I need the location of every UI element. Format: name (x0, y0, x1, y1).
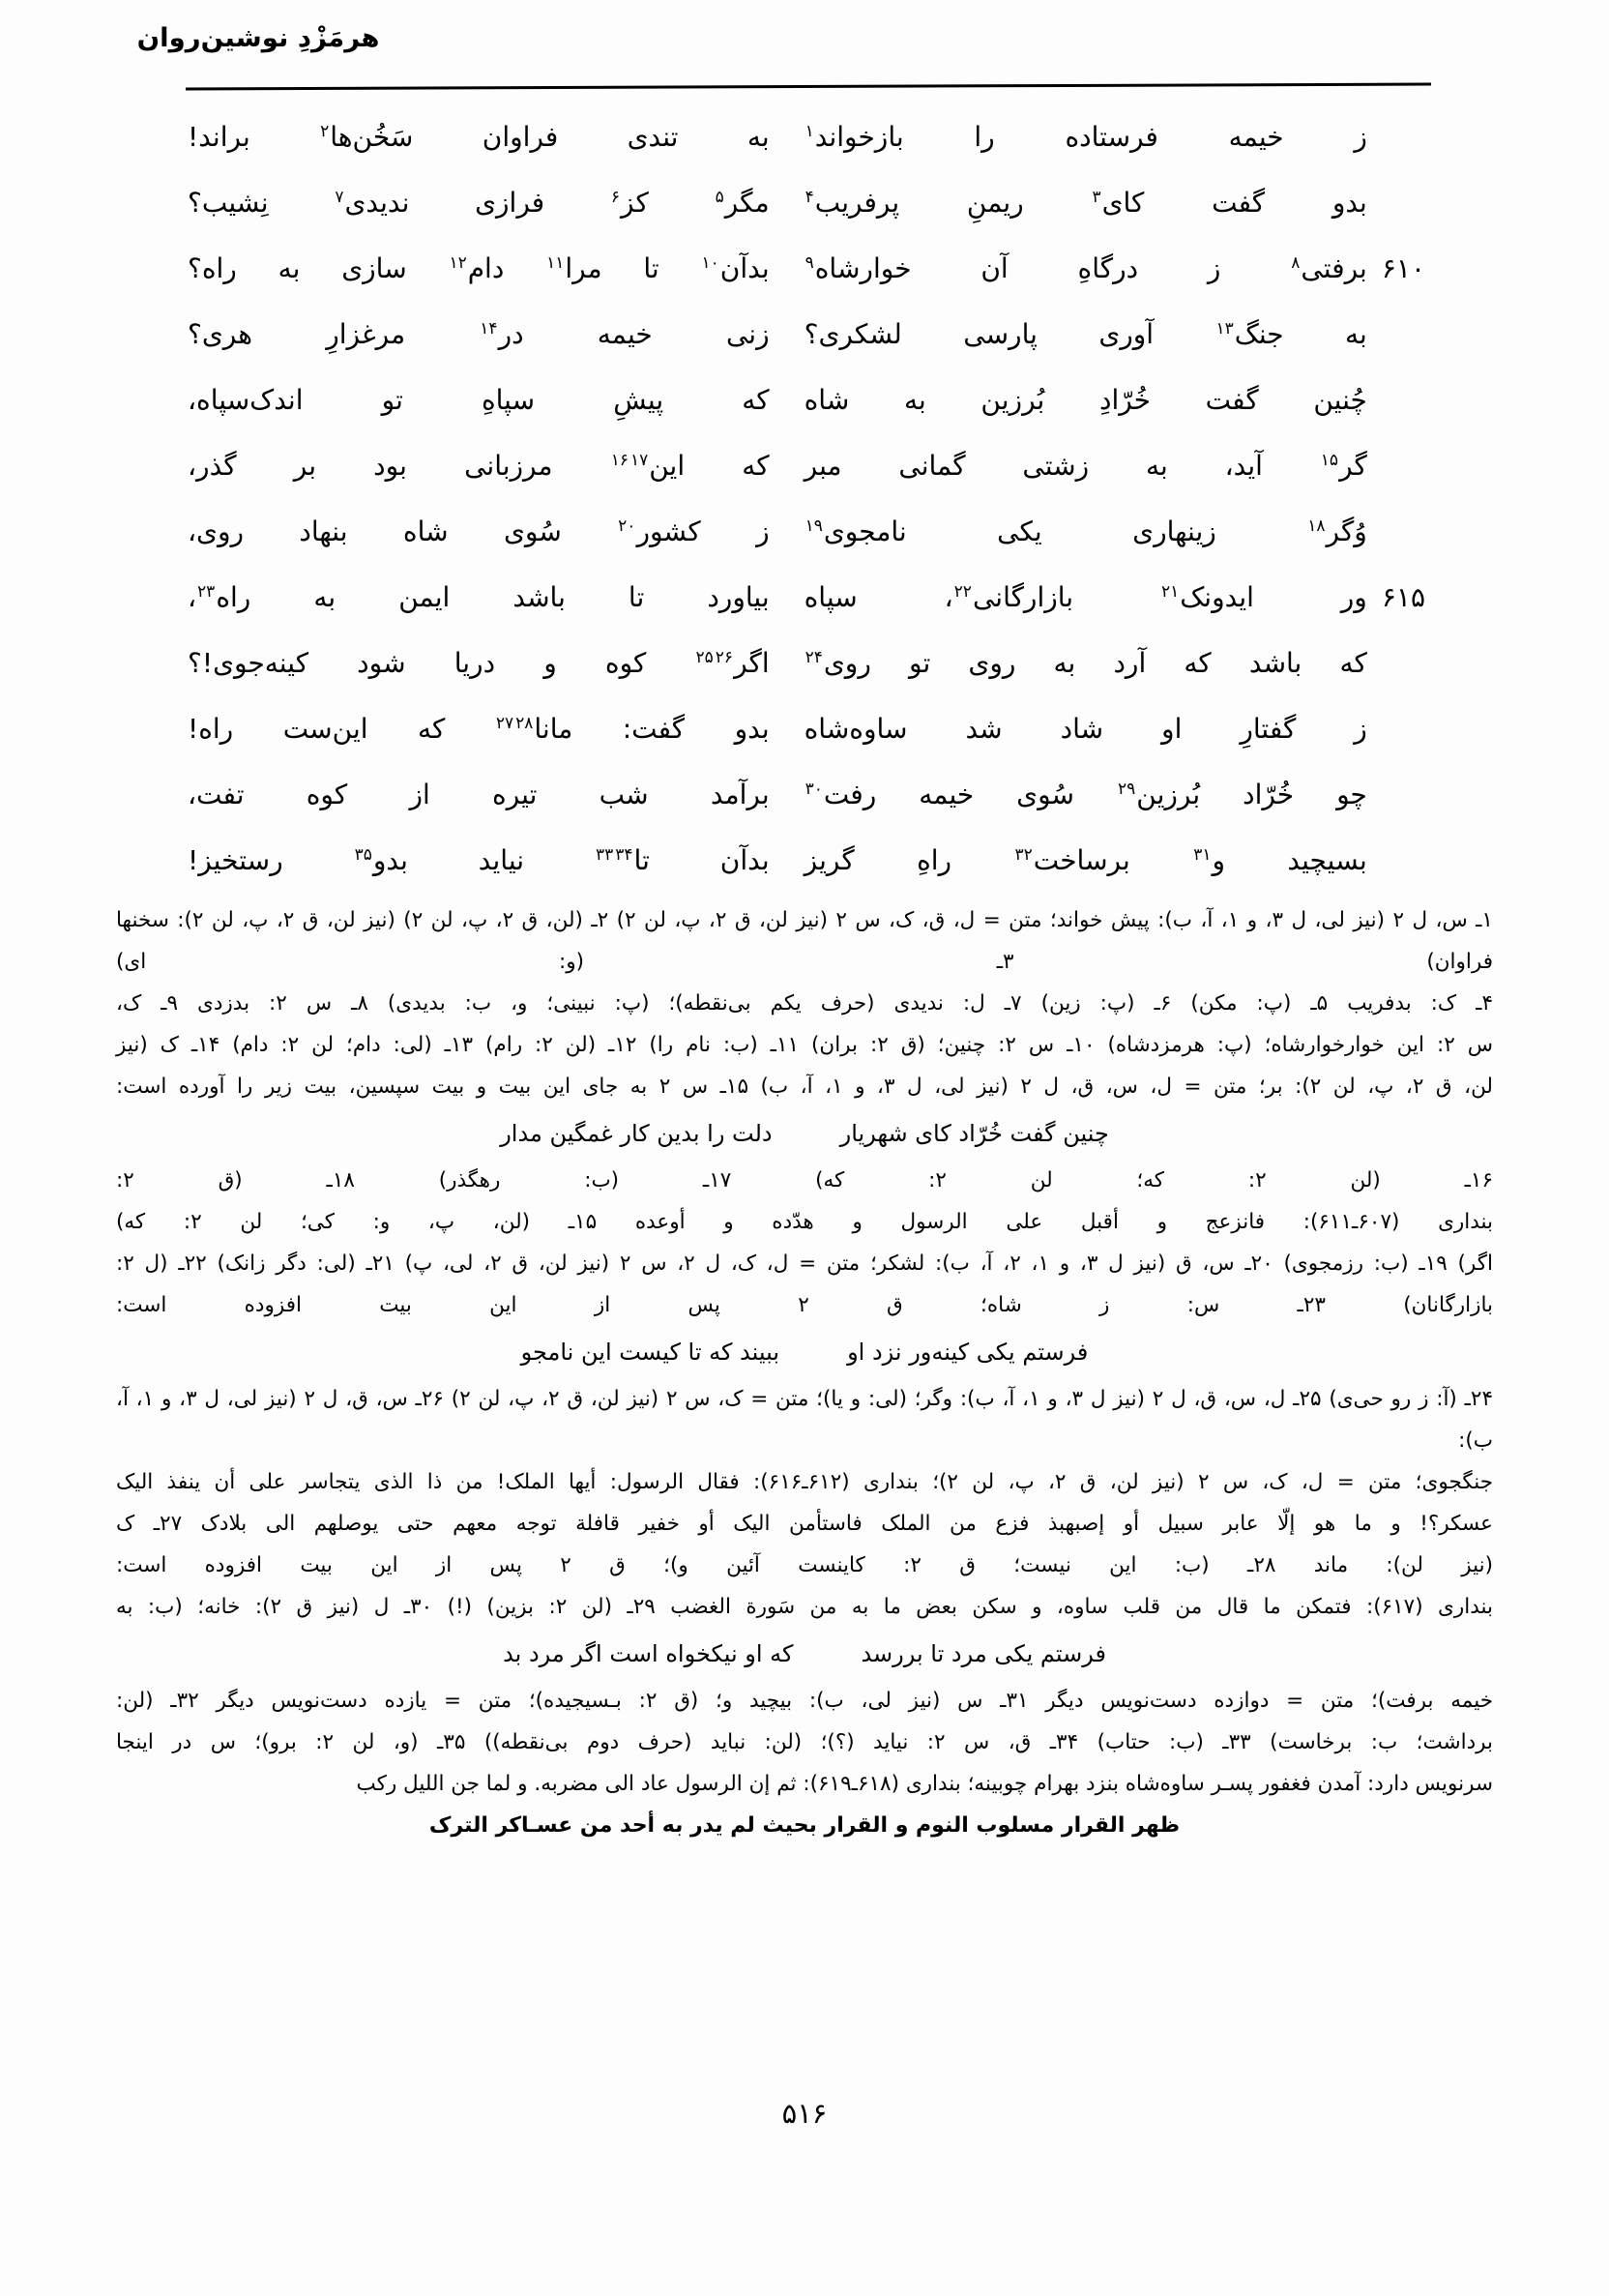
quoted-couplet (116, 1107, 1493, 1160)
verse-note-marker: ۲۶ (715, 647, 734, 667)
apparatus-line: ۱ـ س، ل ۲ (نیز لی، ل ۳، و ۱، آ، ب): پیش خواند؛ متن = ل، ق، ک، س ۲ (نیز لن، ق ۲، پ، لن ۲) ۲ـ (لن، ق ۲، پ، لن ۲) (نیز لن، ق ۲، پ، لن ۲): سخنها فراوان) ۳ـ (و: ای) (116, 908, 1494, 974)
hemistich-second-text (188, 634, 770, 692)
hemistich-first (789, 240, 1367, 298)
apparatus-line: ۱۶ـ (لن ۲: که؛ لن ۲: که) ۱۷ـ (ب: رهگذر) ۱۸ـ (ق ۲: (116, 1168, 1493, 1192)
hemistich-text: سُوی شاه بنهاد روی، (188, 515, 618, 547)
hemistich-text: بدآن تا (633, 844, 770, 876)
verse-line (188, 700, 1425, 766)
hemistich-second (188, 437, 789, 495)
hemistich-first (789, 766, 1367, 824)
hemistich-text: نِشیب؟ (188, 187, 335, 219)
quoted-hemistich-second: دلت را بدین کار غمگین مدار (500, 1120, 773, 1147)
hemistich-text: ، (188, 450, 197, 482)
hemistich-text: بدو (372, 844, 479, 876)
hemistich-text: سُوی خیمه رفت (823, 779, 1117, 810)
hemistich-text: ز درگاهِ آن خوارشاه (814, 252, 1291, 284)
verse-note-marker: ۱۹ (804, 515, 823, 536)
page-number: ۵۱۶ (781, 2097, 828, 2130)
apparatus-line: اگر) ۱۹ـ (ب: رزمجوی) ۲۰ـ س، ق (نیز ل ۳، و ۱، ۲، آ، ب): لشکر؛ متن = ل، ک، ل ۲، س ۲ (نیز لن، ق ۲، لی، پ) ۲۱ـ (لی: دگر زانک) ۲۲ـ (ل ۲: (116, 1251, 1494, 1276)
hemistich-text: راه! (188, 713, 283, 745)
verse-note-marker: ۱۰ (701, 252, 719, 273)
verse-note-marker: ۶ (610, 187, 621, 207)
hemistich-text: آید، به زشتی گمانی مبر (804, 450, 1320, 482)
apparatus-line: برداشت؛ ب: برخاست) ۳۳ـ (ب: حتاب) ۳۴ـ ق، س ۲: نیاید (؟)؛ (لن: نباید (حرف دوم بی‌نقطه)) ۳۵ـ (و، لن ۲: برو)؛ س در اینجا (116, 1730, 1494, 1754)
hemistich-second (188, 766, 789, 824)
verse-note-marker: ۱۷ (629, 450, 649, 470)
hemistich-first-text (804, 503, 1367, 561)
hemistich-text: به جنگ (1234, 318, 1367, 350)
verse-line (188, 240, 1425, 306)
hemistich-text: ریمنِ پرفریب (814, 187, 1092, 219)
verse-note-marker: ۳۰ (804, 779, 823, 799)
hemistich-second (188, 240, 789, 298)
verse-number: ۶۱۵ (1381, 581, 1425, 613)
apparatus-line: جنگجوی؛ متن = ل، ک، س ۲ (نیز لن، ق ۲، پ، لن ۲)؛ بنداری (۶۱۲ـ۶۱۶): فقال الرسول: أیها الملک! من ذا الذی یتجاسر علی أن ینفذ الیک (116, 1470, 1493, 1494)
verse-note-marker: ۲۴ (804, 647, 823, 667)
apparatus-line: عسکر؟! و ما هو إلّا عابر سبیل أو إصبهبذ فزع من الملک فاستأمن الیک أو خفیر قافلة توجه معهم حتی یوصلهم الی بلادک ۲۷ـ ک (116, 1512, 1493, 1536)
verse-note-marker: ۱۳ (1215, 318, 1234, 339)
hemistich-text: سازی به راه؟ (188, 252, 449, 284)
hemistich-text: برساخت (1033, 844, 1193, 876)
verse-line (188, 108, 1425, 174)
hemistich-text: اگر (734, 647, 770, 679)
hemistich-text: آوری پارسی لشکری؟ (804, 318, 1215, 350)
hemistich-second-text (188, 569, 770, 627)
verse-note-marker: ۴ (804, 187, 814, 207)
apparatus-line: لن، ق ۲، پ، لن ۲): بر؛ متن = ل، س، ق، ل ۲ (نیز لی، ل ۳، و ۱، آ، ب) ۱۵ـ س ۲ به جای این بیت و بیت سپسین، بیت زیر را آورده است: (116, 1074, 1493, 1099)
verse-line (188, 437, 1425, 503)
hemistich-text: بدو گفت: مانا (534, 713, 770, 745)
verse-line (188, 503, 1425, 569)
hemistich-text: بسیچید و (1212, 844, 1367, 876)
hemistich-first-text (804, 832, 1367, 890)
apparatus-line: خیمه برفت)؛ متن = دوازده دست‌نویس دیگر ۳۱ـ س (نیز لی، ب): بیچید و؛ (ق ۲: بـسیجیده)؛ متن = یازده دست‌نویس دیگر ۳۲ـ (لن: (116, 1689, 1493, 1713)
hemistich-first (789, 174, 1367, 232)
hemistich-text: چُنین گفت خُرّادِ بُرزین به شاه (804, 384, 1367, 416)
verse-note-marker: ۷ (335, 187, 344, 207)
apparatus-line: بنداری (۶۰۷ـ۶۱۱): فانزعج و أقبل علی الرسول و هدّده و أوعده ۱۵ـ (لن، پ، و: کی؛ لن ۲: که) (116, 1210, 1494, 1234)
verse-note-marker: ۱۸ (1307, 515, 1326, 536)
verse-note-marker: ۳۲ (1014, 844, 1033, 865)
verse-note-marker: ۱ (804, 121, 814, 141)
hemistich-text: بدو گفت کای (1101, 187, 1367, 219)
hemistich-second-text (188, 700, 770, 758)
hemistich-second (188, 371, 789, 429)
hemistich-second (188, 503, 789, 561)
hemistich-text: بیاورد تا باشد ایمن به راه (216, 581, 770, 613)
hemistich-first-text (804, 700, 1367, 758)
apparatus-line: سرنویس دارد: آمدن فغفور پسـر ساوه‌شاه بنزد بهرام چوبینه؛ بنداری (۶۱۸ـ۶۱۹): ثم إن الرسول عاد الی مضربه. و لما جن اللیل رکب (356, 1772, 1493, 1796)
hemistich-text: ، (188, 581, 197, 613)
apparatus-line: (نیز لن): ماند ۲۸ـ (ب: این نیست؛ ق ۲: کاینست آئین و)؛ ق ۲ پس از این بیت افزوده است: (116, 1553, 1493, 1577)
verse-line (188, 569, 1425, 634)
critical-apparatus (116, 899, 1493, 1846)
hemistich-text: که این (649, 450, 770, 482)
verse-note-marker: ۲۰ (618, 515, 636, 536)
hemistich-text: مرزبانی بود بر گذر (196, 450, 610, 482)
hemistich-second-text (188, 832, 770, 890)
verse-note-marker: ۲۵ (695, 647, 714, 667)
hemistich-text: به تندی فراوان سَخُن‌ها (330, 121, 770, 153)
hemistich-text: که باشد که آرد به روی تو روی (823, 647, 1367, 679)
hemistich-text: نیاید (478, 844, 595, 876)
hemistich-first (789, 437, 1367, 495)
hemistich-text: ز خیمه فرستاده را بازخواند (814, 121, 1367, 153)
apparatus-line: بازارگانان) ۲۳ـ س: ز شاه؛ ق ۲ پس از این بیت افزوده است: (116, 1293, 1494, 1317)
quoted-hemistich-second: ببیند که تا کیست این نامجو (520, 1339, 780, 1366)
verse-line (188, 832, 1425, 898)
hemistich-second-text (188, 306, 770, 364)
hemistich-first (789, 503, 1367, 561)
hemistich-first (789, 306, 1367, 364)
verse-note-marker: ۳۵ (354, 844, 372, 865)
hemistich-text: ور ایدونک (1180, 581, 1367, 613)
header-rule (186, 83, 1431, 91)
hemistich-second (188, 174, 789, 232)
hemistich-second (188, 832, 789, 890)
hemistich-first (789, 371, 1367, 429)
hemistich-text: !؟ (188, 647, 214, 679)
hemistich-first (789, 634, 1367, 692)
hemistich-text: براند! (188, 121, 320, 153)
verse-note-marker: ۲۲ (953, 581, 972, 602)
running-head (126, 23, 1483, 68)
quoted-couplet (116, 1628, 1493, 1680)
verse-note-marker: ۱۴ (480, 318, 498, 339)
verse-note-marker: ۱۲ (449, 252, 467, 273)
hemistich-second (188, 634, 789, 692)
verse-note-marker: ۲۱ (1160, 581, 1180, 602)
verse-line (188, 174, 1425, 240)
hemistich-text: کوه و دریا شود کینه‌جوی (213, 647, 695, 679)
hemistich-text: رستخیز! (188, 844, 354, 876)
hemistich-second-text (188, 437, 770, 495)
hemistich-text: کز (621, 187, 715, 219)
verse-note-marker: ۲۷ (495, 713, 514, 733)
hemistich-first-text (804, 240, 1367, 298)
hemistich-second (188, 306, 789, 364)
hemistich-text: برفتی (1301, 252, 1367, 284)
verse-note-marker: ۳۴ (615, 844, 633, 865)
quoted-hemistich-first: فرستم یکی مرد تا بررسد (861, 1640, 1106, 1667)
quoted-hemistich-first: چنین گفت خُرّاد کای شهریار (839, 1120, 1109, 1147)
hemistich-text: که این‌ست (282, 713, 495, 745)
hemistich-first-text (804, 634, 1367, 692)
verse-note-marker: ۲۹ (1118, 779, 1136, 799)
hemistich-second (188, 108, 789, 166)
verse-note-marker: ۱۱ (546, 252, 565, 273)
verse-note-marker: ۵ (715, 187, 724, 207)
verse-line (188, 306, 1425, 371)
hemistich-text: مرغزارِ هری؟ (188, 318, 480, 350)
hemistich-second (188, 700, 789, 758)
hemistich-first-text (804, 766, 1367, 824)
hemistich-text: ز کشور (636, 515, 770, 547)
verse-note-marker: ۳ (1092, 187, 1101, 207)
quoted-couplet (116, 1326, 1493, 1378)
hemistich-first (789, 832, 1367, 890)
verse-note-marker: ۱۵ (1320, 450, 1339, 470)
hemistich-first-text (804, 569, 1367, 627)
verse-line (188, 371, 1425, 437)
verse-line (188, 634, 1425, 700)
apparatus-line: ۴ـ ک: بدفریب ۵ـ (پ: مکن) ۶ـ (پ: زین) ۷ـ ل: ندیدی (حرف یکم بی‌نقطه)؛ (پ: نبینی؛ و، ب: بدیدی) ۸ـ س ۲: بدزدی ۹ـ ک، (116, 991, 1494, 1016)
hemistich-text: بدآن (719, 252, 770, 284)
hemistich-text: راهِ گریز (804, 844, 1014, 876)
hemistich-first (789, 569, 1367, 627)
verse-note-marker: ۲۸ (515, 713, 534, 733)
hemistich-text: بازارگانی (972, 581, 1160, 613)
hemistich-text: ، سپاه (804, 581, 953, 613)
hemistich-text: که پیشِ سپاهِ تو اندک‌سپاه، (188, 384, 770, 416)
hemistich-text: چو خُرّاد بُرزین (1136, 779, 1367, 810)
hemistich-text: مگر (724, 187, 770, 219)
apparatus-line: س ۲: این خوارخوارشاه؛ (پ: هرمزدشاه) ۱۰ـ س ۲: چنین؛ (ق ۲: بران) ۱۱ـ (ب: نام را) ۱۲ـ (لن ۲: رام) ۱۳ـ (لی: دام؛ لن ۲: دام) ۱۴ـ ک (نیز (116, 1033, 1493, 1057)
hemistich-first-text (804, 371, 1367, 429)
verse-note-marker: ۹ (804, 252, 814, 273)
verse-block (188, 108, 1425, 898)
quoted-hemistich-second: که او نیکخواه است اگر مرد بد (503, 1640, 794, 1667)
hemistich-text: تا مرا (565, 252, 701, 284)
running-head-text: هرمَزْدِ نوشین‌روان (136, 23, 380, 53)
hemistich-text: برآمد شب تیره از کوه تفت، (188, 779, 770, 810)
verse-note-marker: ۸ (1291, 252, 1301, 273)
hemistich-first-text (804, 437, 1367, 495)
verse-note-marker: ۳۱ (1193, 844, 1212, 865)
hemistich-text: گر (1339, 450, 1367, 482)
hemistich-text: دام (467, 252, 546, 284)
hemistich-second-text (188, 503, 770, 561)
verse-note-marker: ۲۳ (197, 581, 216, 602)
hemistich-second-text (188, 108, 770, 166)
hemistich-second-text (188, 240, 770, 298)
hemistich-text: زنی خیمه در (498, 318, 770, 350)
hemistich-first-text (804, 306, 1367, 364)
apparatus-arabic-continuation: ظهر القرار مسلوب النوم و القرار بحیث لم یدر به أحد من عسـاکر الترک (428, 1813, 1181, 1838)
verse-note-marker: ۲ (320, 121, 330, 141)
hemistich-text: فرازی ندیدی (344, 187, 610, 219)
hemistich-first (789, 108, 1367, 166)
verse-note-marker: ۳۳ (596, 844, 614, 865)
hemistich-text: ز گفتارِ او شاد شد ساوه‌شاه (804, 713, 1367, 745)
hemistich-text: وُگر (1326, 515, 1367, 547)
hemistich-second (188, 569, 789, 627)
hemistich-text: زینهاری یکی نامجوی (823, 515, 1307, 547)
verse-note-marker: ۱۶ (610, 450, 629, 470)
verse-line (188, 766, 1425, 832)
hemistich-first-text (804, 108, 1367, 166)
hemistich-second-text (188, 766, 770, 824)
apparatus-line: ۲۴ـ (آ: ز رو حی‌ی) ۲۵ـ ل، س، ق، ل ۲ (نیز ل ۳، و ۱، آ، ب): وگر؛ (لی: و یا)؛ متن = ک، س ۲ (نیز لن، ق ۲، پ، لن ۲) ۲۶ـ س، ق، ل ۲ (نیز لی، ل ۳، و ۱، آ، ب): (116, 1387, 1494, 1453)
hemistich-second-text (188, 371, 770, 429)
hemistich-first (789, 700, 1367, 758)
quoted-hemistich-first: فرستم یکی کینه‌ور نزد او (847, 1339, 1089, 1366)
apparatus-line: بنداری (۶۱۷): فتمکن ما قال من قلب ساوه، و سکن بعض ما به من سَورة الغضب ۲۹ـ (لن ۲: بزین) (!) ۳۰ـ ل (نیز ق ۲): خانه؛ (ب: به (116, 1595, 1493, 1619)
hemistich-first-text (804, 174, 1367, 232)
verse-number: ۶۱۰ (1381, 252, 1425, 284)
hemistich-second-text (188, 174, 770, 232)
